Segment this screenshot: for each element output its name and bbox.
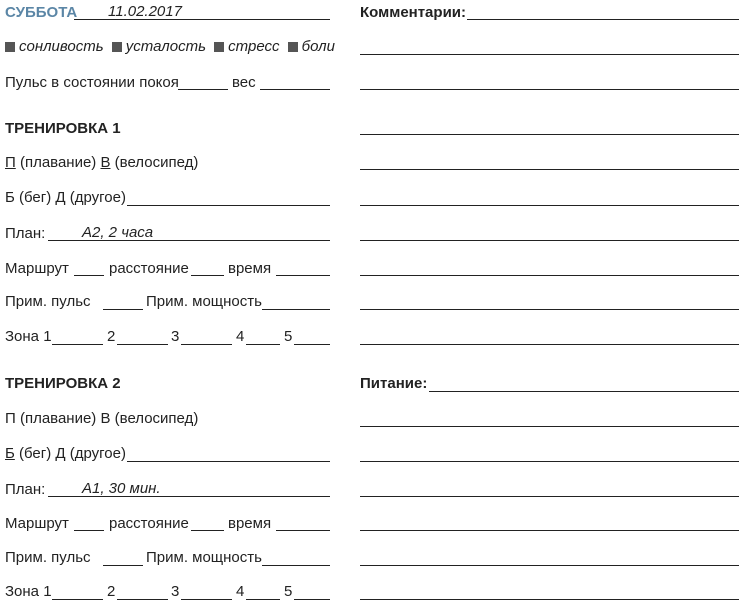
- workout1-zone5-field[interactable]: [294, 344, 330, 345]
- checkbox-sleepiness[interactable]: [5, 42, 15, 52]
- workout2-zone3-field[interactable]: [181, 599, 232, 600]
- state-label: стресс: [228, 38, 280, 55]
- state-label: усталость: [125, 38, 206, 55]
- weight-field[interactable]: [260, 89, 330, 90]
- nutrition-line[interactable]: [429, 391, 739, 392]
- checkbox-pain[interactable]: [288, 42, 298, 52]
- rest-pulse-field[interactable]: [178, 89, 228, 90]
- workout1-zone5-label: 5: [284, 328, 293, 345]
- comments-label: Комментарии:: [360, 4, 467, 21]
- comments-line[interactable]: [360, 134, 739, 135]
- comments-line[interactable]: [360, 54, 739, 55]
- workout1-zone1-label: Зона 1: [5, 328, 52, 345]
- nutrition-line[interactable]: [360, 461, 739, 462]
- checkbox-fatigue[interactable]: [112, 42, 122, 52]
- weight-label: вес: [232, 74, 256, 91]
- comments-line[interactable]: [360, 275, 739, 276]
- workout1-distance-field[interactable]: [191, 275, 224, 276]
- workout2-power-field[interactable]: [262, 565, 330, 566]
- workout1-power-label: Прим. мощность: [146, 293, 262, 310]
- sport-swim-label: (плавание): [15, 154, 101, 171]
- workout2-time-label: время: [228, 515, 272, 532]
- workout2-zone2-field[interactable]: [117, 599, 168, 600]
- sport-run-label: (бег) Д (другое): [14, 445, 126, 462]
- workout2-zone2-label: 2: [107, 583, 116, 600]
- workout1-plan-value: А2, 2 часа: [82, 224, 154, 241]
- day-label: СУББОТА: [5, 4, 78, 21]
- comments-line[interactable]: [360, 240, 739, 241]
- workout2-plan-value: А1, 30 мин.: [82, 480, 161, 497]
- workout1-time-label: время: [228, 260, 272, 277]
- workout2-distance-field[interactable]: [191, 530, 224, 531]
- state-label: боли: [301, 38, 335, 55]
- workout1-zone4-label: 4: [236, 328, 245, 345]
- rest-pulse-label: Пульс в состоянии покоя: [5, 74, 179, 91]
- nutrition-label: Питание:: [360, 375, 428, 392]
- workout2-distance-label: расстояние: [109, 515, 189, 532]
- workout2-route-label: Маршрут: [5, 515, 69, 532]
- state-label: сонливость: [19, 38, 104, 55]
- comments-line[interactable]: [360, 89, 739, 90]
- workout1-zone1-field[interactable]: [52, 344, 103, 345]
- workout2-run-other: [5, 445, 126, 463]
- sport-swim-option[interactable]: П: [5, 154, 16, 171]
- sport-bike-option[interactable]: В: [100, 154, 111, 171]
- workout1-zone3-field[interactable]: [181, 344, 232, 345]
- nutrition-line[interactable]: [360, 426, 739, 427]
- workout2-power-label: Прим. мощность: [146, 549, 262, 566]
- comments-line[interactable]: [360, 344, 739, 345]
- workout2-pulse-label: Прим. пульс: [5, 549, 91, 566]
- workout1-other-field[interactable]: [127, 205, 330, 206]
- workout1-plan-label: План:: [5, 225, 46, 242]
- workout1-sport-row: [5, 154, 198, 172]
- workout2-zone5-field[interactable]: [294, 599, 330, 600]
- workout2-route-field[interactable]: [74, 530, 104, 531]
- workout2-other-field[interactable]: [127, 461, 330, 462]
- workout2-zone3-label: 3: [171, 583, 180, 600]
- state-row: [5, 38, 335, 56]
- checkbox-stress[interactable]: [214, 42, 224, 52]
- workout1-zone2-field[interactable]: [117, 344, 168, 345]
- workout1-route-label: Маршрут: [5, 260, 69, 277]
- comments-line[interactable]: [360, 169, 739, 170]
- workout2-title: ТРЕНИРОВКА 2: [5, 375, 121, 392]
- nutrition-line[interactable]: [360, 496, 739, 497]
- comments-line[interactable]: [467, 19, 739, 20]
- workout2-pulse-field[interactable]: [103, 565, 143, 566]
- workout1-title: ТРЕНИРОВКА 1: [5, 120, 121, 137]
- sport-run-option[interactable]: Б: [5, 445, 15, 462]
- workout2-sport-row: П (плавание) В (велосипед): [5, 410, 199, 427]
- workout1-route-field[interactable]: [74, 275, 104, 276]
- workout1-zone3-label: 3: [171, 328, 180, 345]
- workout2-zone4-label: 4: [236, 583, 245, 600]
- workout2-zone1-field[interactable]: [52, 599, 103, 600]
- date-value: 11.02.2017: [108, 3, 182, 20]
- workout1-pulse-field[interactable]: [103, 309, 143, 310]
- workout2-zone4-field[interactable]: [246, 599, 280, 600]
- nutrition-line[interactable]: [360, 530, 739, 531]
- workout1-zone2-label: 2: [107, 328, 116, 345]
- workout2-plan-label: План:: [5, 481, 46, 498]
- comments-line[interactable]: [360, 309, 739, 310]
- sport-bike-label: (велосипед): [110, 154, 199, 171]
- workout2-zone1-label: Зона 1: [5, 583, 52, 600]
- workout1-power-field[interactable]: [262, 309, 330, 310]
- nutrition-line[interactable]: [360, 599, 739, 600]
- workout2-time-field[interactable]: [276, 530, 330, 531]
- nutrition-line[interactable]: [360, 565, 739, 566]
- workout1-run-other: Б (бег) Д (другое): [5, 189, 126, 206]
- workout1-pulse-label: Прим. пульс: [5, 293, 91, 310]
- workout1-time-field[interactable]: [276, 275, 330, 276]
- workout1-zone4-field[interactable]: [246, 344, 280, 345]
- workout1-distance-label: расстояние: [109, 260, 189, 277]
- comments-line[interactable]: [360, 205, 739, 206]
- workout2-zone5-label: 5: [284, 583, 293, 600]
